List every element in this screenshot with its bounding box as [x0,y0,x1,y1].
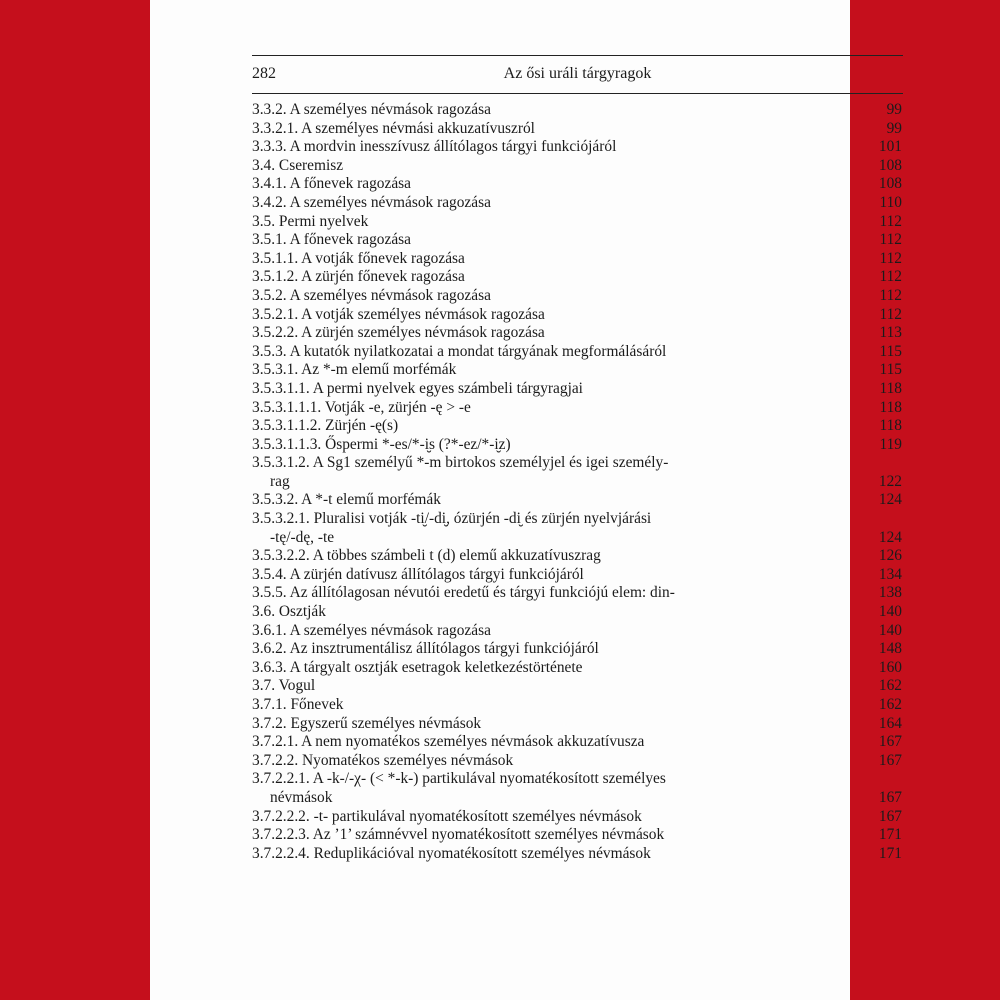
toc-entry-title-continued: névmások [270,788,333,806]
toc-entry [252,306,902,325]
toc-entry-page: 118 [879,417,902,435]
toc-entry-title: 3.5.2. A személyes névmások ragozása [252,286,491,304]
toc-entry-page: 115 [879,342,902,360]
toc-entry-title: 3.7.2.1. A nem nyomatékos személyes névmások akkuzatívusza [252,733,645,751]
page-number: 282 [252,65,276,82]
toc-entry-title: 3.5.3.1. Az *-m elemű morfémák [252,361,457,379]
toc-entry-page: 118 [879,398,902,416]
toc-entry-title: 3.7.2.2. Nyomatékos személyes névmások [252,751,514,769]
toc-entry-title: 3.5.3.1.2. A Sg1 személyű *-m birtokos személyjel és igei személy- [252,454,669,472]
toc-entry [252,510,902,547]
toc-entry [252,733,902,752]
toc-entry-page: 112 [879,286,902,304]
toc-entry [252,640,902,659]
toc-entry-page: 162 [878,696,902,713]
toc-entry-title: 3.6.1. A személyes névmások ragozása [252,621,491,639]
toc-entry-page: 118 [879,379,902,397]
toc-entry-page: 112 [879,305,902,323]
toc-entry [252,603,902,622]
toc-entry-title: 3.5.1.1. A votják főnevek ragozása [252,249,465,267]
toc-entry [252,715,902,734]
toc-entry-page: 108 [878,175,902,193]
toc-entry-page: 113 [879,324,902,342]
toc-entry-title: 3.6.2. Az insztrumentálisz állítólagos tárgyi funkciójáról [252,640,599,658]
toc-entry-title: 3.5. Permi nyelvek [252,212,369,230]
toc-entry-title: 3.7.2.2.4. Reduplikációval nyomatékosított személyes névmások [252,844,651,862]
table-of-contents [252,101,902,863]
toc-entry [252,491,902,510]
toc-entry-title: 3.5.3.1.1.1. Votják -e, zürjén -ę > -e [252,398,471,416]
toc-entry-page: 167 [878,807,902,825]
toc-entry [252,120,902,139]
toc-entry-page: 162 [878,677,902,695]
toc-entry [252,101,902,120]
toc-entry-title: 3.5.2.2. A zürjén személyes névmások ragozása [252,324,545,342]
toc-entry-title: 3.4.2. A személyes névmások ragozása [252,193,491,211]
toc-entry-title: 3.3.2.1. A személyes névmási akkuzatívuszról [252,119,535,137]
toc-entry [252,417,902,436]
toc-entry [252,194,902,213]
toc-entry-title: 3.4.1. A főnevek ragozása [252,175,411,193]
toc-entry [252,138,902,157]
toc-entry-title: 3.5.1.2. A zürjén főnevek ragozása [252,268,465,286]
toc-entry [252,677,902,696]
toc-entry [252,808,902,827]
toc-entry-page: 99 [886,101,902,118]
toc-entry-page: 122 [878,472,902,490]
toc-entry-title-continued: -tę/-dę, -te [270,528,335,546]
toc-entry-title-continued: rag [270,472,290,490]
toc-entry [252,399,902,418]
toc-entry-page: 101 [878,138,902,156]
toc-entry-page: 110 [879,193,902,211]
toc-entry-page: 164 [878,714,902,732]
toc-entry-title: 3.6. Osztják [252,603,326,621]
toc-entry [252,454,902,491]
toc-entry-title: 3.7. Vogul [252,677,316,695]
toc-entry-page: 171 [878,826,902,844]
toc-entry-title: 3.7.2.2.2. -t- partikulával nyomatékosított személyes névmások [252,807,642,825]
toc-entry-page: 112 [879,249,902,267]
toc-entry-page: 171 [878,844,902,862]
toc-entry-page: 99 [886,119,902,137]
toc-entry [252,845,902,864]
toc-entry-page: 108 [878,156,902,174]
toc-entry [252,566,902,585]
toc-entry [252,250,902,269]
toc-entry-title: 3.5.5. Az állítólagosan névutói eredetű és tárgyi funkciójú elem: din- [252,584,675,602]
toc-entry-page: 160 [878,658,902,676]
toc-entry-page: 167 [878,788,902,806]
toc-entry-title: 3.3.3. A mordvin inesszívusz állítólagos tárgyi funkciójáról [252,138,617,156]
toc-entry [252,157,902,176]
toc-entry-page: 148 [878,640,902,658]
toc-entry-title: 3.5.3.1.1. A permi nyelvek egyes számbeli tárgyragjai [252,379,583,397]
toc-entry-page: 112 [879,268,902,286]
toc-entry-title: 3.5.1. A főnevek ragozása [252,231,411,249]
toc-entry [252,268,902,287]
toc-entry [252,436,902,455]
book-page [150,0,902,1000]
toc-entry [252,324,902,343]
toc-entry-page: 126 [878,547,902,565]
toc-entry-page: 124 [878,528,902,546]
toc-entry-title: 3.7.2. Egyszerű személyes névmások [252,714,482,732]
toc-entry-page: 112 [879,231,902,249]
header-rule-bottom [252,93,903,94]
toc-entry [252,622,902,641]
toc-entry [252,584,902,603]
toc-entry-page: 167 [878,751,902,769]
toc-entry [252,287,902,306]
toc-entry-page: 140 [878,621,902,639]
toc-entry [252,343,902,362]
toc-entry [252,826,902,845]
header-rule-top [252,55,903,56]
toc-entry-title: 3.7.2.2.1. A -k-/-χ- (< *-k-) partikulával nyomatékosított személyes [252,770,666,788]
toc-entry [252,361,902,380]
toc-entry [252,752,902,771]
toc-entry-title: 3.4. Cseremisz [252,156,344,174]
toc-entry [252,380,902,399]
toc-entry [252,770,902,807]
toc-entry-title: 3.5.2.1. A votják személyes névmások ragozása [252,305,545,323]
toc-entry-page: 167 [878,733,902,751]
toc-entry-title: 3.5.3.1.1.3. Őspermi *-es/*-i̮s (?*-ez/*-i̮z) [252,435,511,453]
toc-entry-page: 112 [879,212,902,230]
toc-entry-title: 3.7.1. Főnevek [252,696,344,713]
toc-entry-title: 3.5.4. A zürjén datívusz állítólagos tárgyi funkciójáról [252,565,584,583]
toc-entry-title: 3.5.3.2.2. A többes számbeli t (d) elemű akkuzatívuszrag [252,547,601,565]
toc-entry-page: 115 [879,361,902,379]
toc-entry-title: 3.7.2.2.3. Az ’1’ számnévvel nyomatékosított személyes névmások [252,826,665,844]
toc-entry-title: 3.3.2. A személyes névmások ragozása [252,101,491,118]
toc-entry [252,231,902,250]
toc-entry-page: 119 [879,435,902,453]
toc-entry-title: 3.5.3. A kutatók nyilatkozatai a mondat tárgyának megformálásáról [252,342,667,360]
toc-entry-title: 3.6.3. A tárgyalt osztják esetragok keletkezéstörténete [252,658,583,676]
toc-entry [252,175,902,194]
toc-entry-title: 3.5.3.2.1. Pluralisi votják -ti̮/-di̮, ózürjén -di̮ és zürjén nyelvjárási [252,510,652,528]
toc-entry-page: 138 [878,584,902,602]
toc-entry-page: 124 [878,491,902,509]
toc-entry [252,659,902,678]
toc-entry [252,547,902,566]
toc-entry-page: 140 [878,603,902,621]
toc-entry [252,696,902,715]
toc-entry [252,213,902,232]
toc-entry-title: 3.5.3.2. A *-t elemű morfémák [252,491,441,509]
toc-entry-title: 3.5.3.1.1.2. Zürjén -ę(s) [252,417,399,435]
running-title: Az ősi uráli tárgyragok [503,65,652,82]
toc-entry-page: 134 [878,565,902,583]
